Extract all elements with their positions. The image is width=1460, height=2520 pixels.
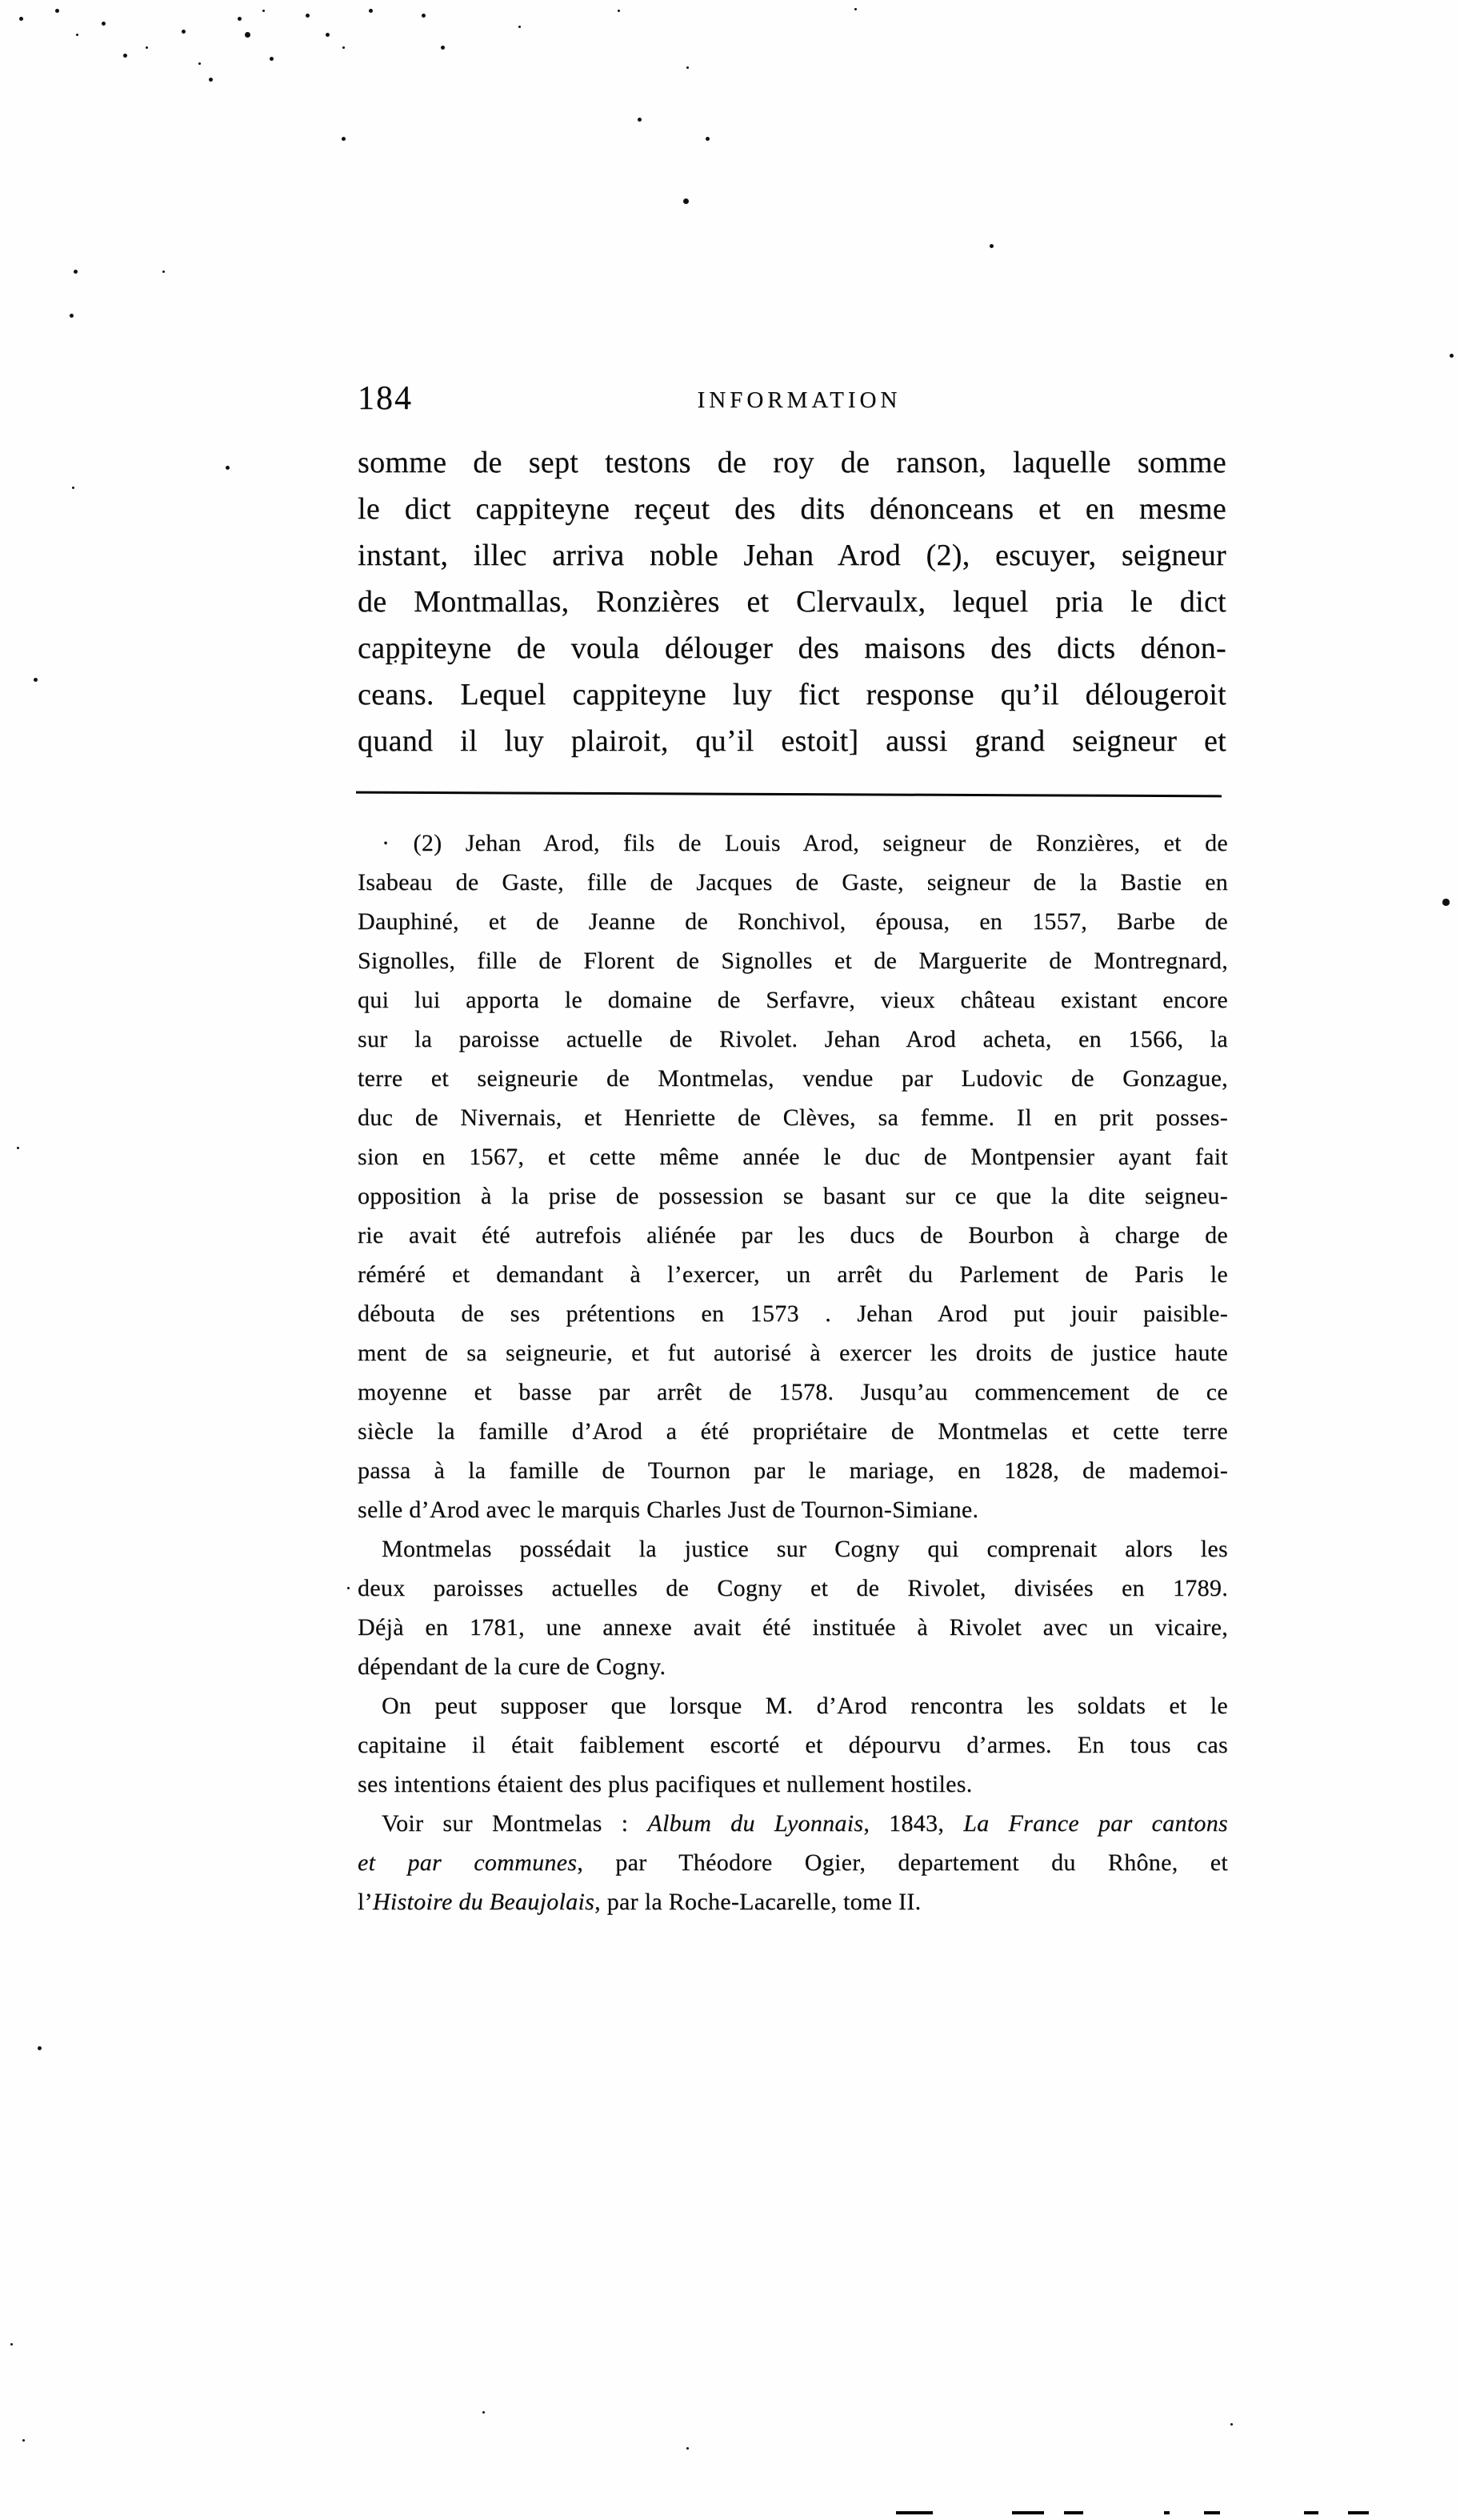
text-line: passa à la famille de Tournon par le mariage, en 1828, de mademoi- [358,1457,1228,1484]
text-line: · (2) Jehan Arod, fils de Louis Arod, seigneur de Ronzières, et de [382,830,1228,856]
text-line: terre et seigneurie de Montmelas, vendue par Ludovic de Gonzague, [358,1065,1228,1092]
text-line: réméré et demandant à l’exercer, un arrêt du Parlement de Paris le [358,1261,1228,1288]
text-line: rie avait été autrefois aliénée par les ducs de Bourbon à charge de [358,1222,1228,1248]
text-line: qui lui apporta le domaine de Serfavre, vieux château existant encore [358,987,1228,1013]
footnote-paragraph [358,823,1228,1529]
text-line: Voir sur Montmelas : Album du Lyonnais, 1843, La France par cantons [382,1810,1228,1837]
page-number: 184 [358,380,413,417]
text-line: selle d’Arod avec le marquis Charles Just de Tournon-Simiane. [358,1496,979,1523]
text-line: instant, illec arriva noble Jehan Arod (2), escuyer, seigneur [358,539,1226,572]
text-line: dépendant de la cure de Cogny. [358,1653,666,1680]
text-line: ment de sa seigneurie, et fut autorisé à exercer les droits de justice haute [358,1340,1228,1366]
text-line: duc de Nivernais, et Henriette de Clèves, sa femme. Il en prit posses- [358,1104,1228,1131]
text-line: opposition à la prise de possession se basant sur ce que la dite seigneu- [358,1183,1228,1209]
text-line: Dauphiné, et de Jeanne de Ronchivol, épousa, en 1557, Barbe de [358,908,1228,935]
text-line: et par communes, par Théodore Ogier, departement du Rhône, et [358,1849,1228,1876]
text-line: siècle la famille d’Arod a été propriétaire de Montmelas et cette terre [358,1418,1228,1444]
footnote-separator-rule [356,791,1222,798]
text-line: l’Histoire du Beaujolais, par la Roche-Lacarelle, tome II. [358,1889,922,1915]
text-line: sur la paroisse actuelle de Rivolet. Jehan Arod acheta, en 1566, la [358,1026,1228,1052]
footnote-paragraph [358,1529,1228,1686]
text-line: capitaine il était faiblement escorté et dépourvu d’armes. En tous cas [358,1732,1228,1758]
text-line: Montmelas possédait la justice sur Cogny qui comprenait alors les [382,1536,1228,1562]
text-line: moyenne et basse par arrêt de 1578. Jusqu’au commencement de ce [358,1379,1228,1405]
text-line: somme de sept testons de roy de ranson, laquelle somme [358,446,1226,479]
running-title: INFORMATION [697,387,902,413]
text-line: de Montmallas, Ronzières et Clervaulx, lequel pria le dict [358,585,1226,619]
text-line: débouta de ses prétentions en 1573 . Jehan Arod put jouir paisible- [358,1300,1228,1327]
footnote-paragraph [358,1686,1228,1804]
text-line: sion en 1567, et cette même année le duc de Montpensier ayant fait [358,1144,1228,1170]
footnote-paragraph [358,1804,1228,1921]
main-paragraph [358,439,1226,764]
footnote-block [358,823,1228,1921]
text-line: Signolles, fille de Florent de Signolles et de Marguerite de Montregnard, [358,948,1228,974]
text-line: Isabeau de Gaste, fille de Jacques de Gaste, seigneur de la Bastie en [358,869,1228,895]
text-line: On peut supposer que lorsque M. d’Arod rencontra les soldats et le [382,1693,1228,1719]
text-line: ses intentions étaient des plus pacifiques et nullement hostiles. [358,1771,973,1797]
scan-noise [0,0,2,2]
text-line: le dict cappiteyne reçeut des dits dénonceans et en mesme [358,492,1226,526]
text-line: deux paroisses actuelles de Cogny et de Rivolet, divisées en 1789. [358,1575,1228,1601]
text-line: quand il luy plairoit, qu’il estoit] aussi grand seigneur et [358,724,1226,758]
text-line: ceans. Lequel cappiteyne luy fict response qu’il délougeroit [358,678,1226,711]
text-line: Déjà en 1781, une annexe avait été instituée à Rivolet avec un vicaire, [358,1614,1228,1641]
text-line: cappiteyne de voula délouger des maisons des dicts dénon- [358,631,1226,665]
